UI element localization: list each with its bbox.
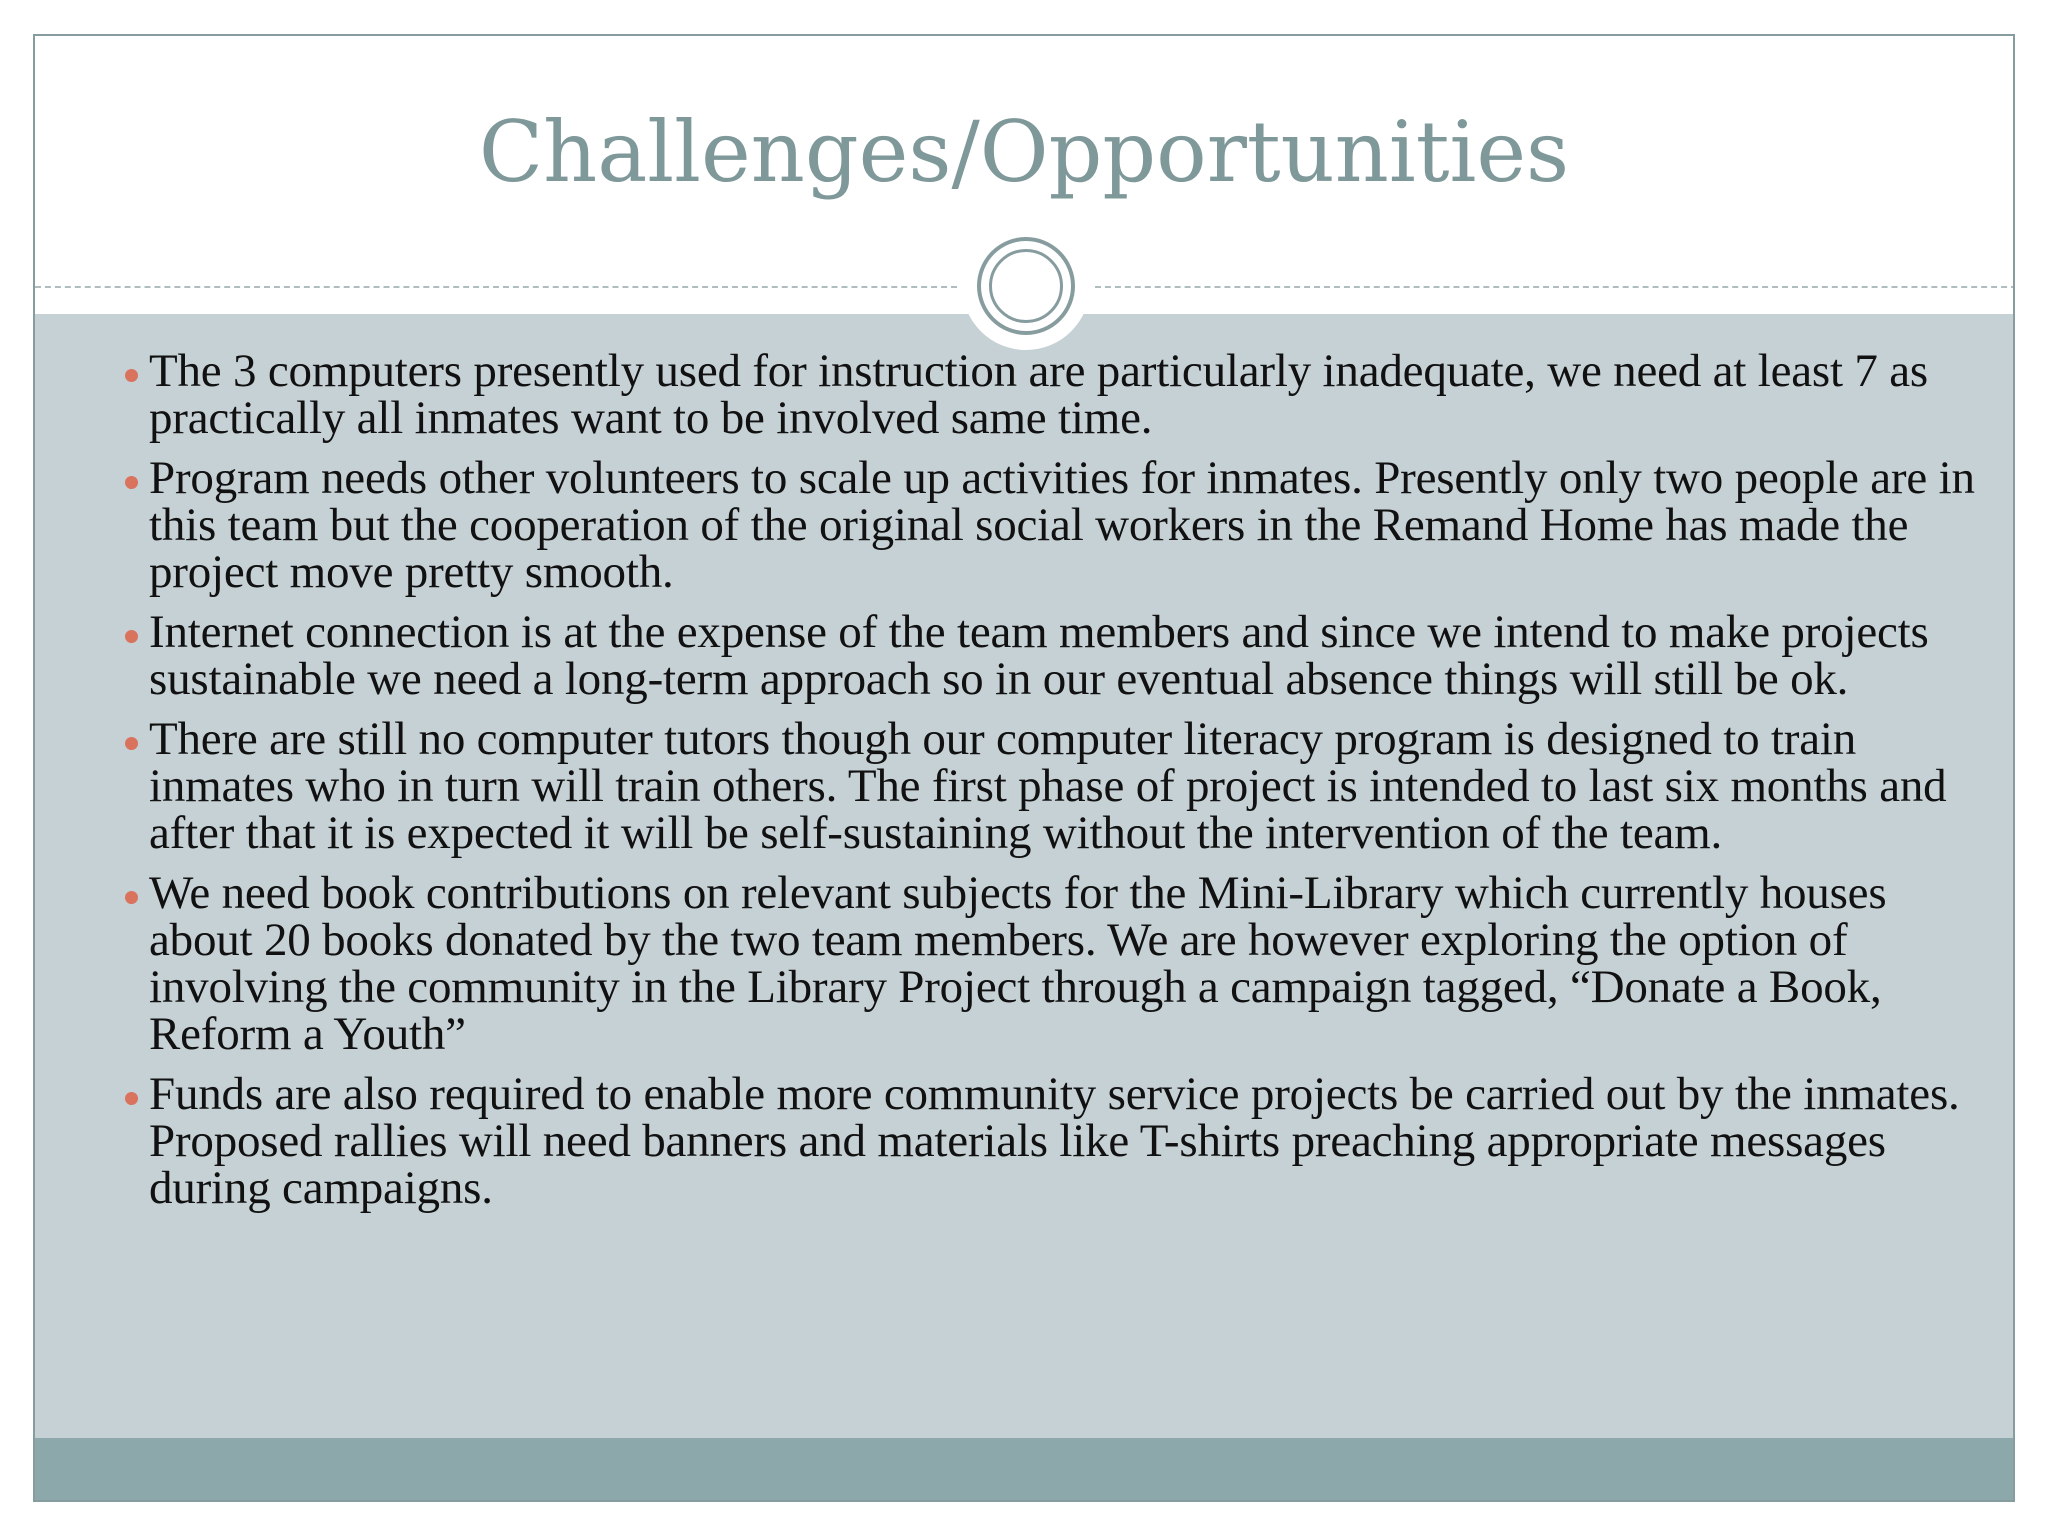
title-divider-left — [35, 286, 957, 288]
circle-ornament-icon — [977, 237, 1075, 335]
bullet-text: We need book contributions on relevant subjects for the Mini-Library which currently houses about 20 books donated by the two team members. We are however exploring the option of involving the community in the Library Project through a campaign tagged, “Donate a Book, Reform a Youth” — [149, 867, 1887, 1060]
bullet-icon — [125, 476, 138, 489]
bullet-text: Internet connection is at the expense of the team members and since we intend to make projects sustainable we need a long-term approach so in our eventual absence things will still be ok. — [149, 606, 1929, 705]
bullet-text: Funds are also required to enable more community service projects be carried out by the inmates. Proposed rallies will need banners and materials like T-shirts preaching appropriate messages during campaigns. — [149, 1068, 1960, 1214]
bullet-list — [149, 345, 1989, 1225]
list-item — [149, 452, 1989, 598]
circle-ornament-inner — [989, 249, 1063, 323]
list-item — [149, 867, 1989, 1060]
slide — [33, 34, 2015, 1502]
bullet-icon — [125, 369, 138, 382]
bullet-text: The 3 computers presently used for instruction are particularly inadequate, we need at least 7 as practically all inmates want to be involved same time. — [149, 345, 1928, 444]
title-divider-right — [1095, 286, 2015, 288]
bullet-icon — [125, 630, 138, 643]
list-item — [149, 345, 1989, 444]
list-item — [149, 606, 1989, 705]
footer-band — [35, 1438, 2013, 1502]
list-item — [149, 713, 1989, 859]
bullet-icon — [125, 737, 138, 750]
bullet-text: Program needs other volunteers to scale up activities for inmates. Presently only two people are in this team but the cooperation of the original social workers in the Remand Home has made the project move pretty smooth. — [149, 452, 1975, 598]
list-item — [149, 1068, 1989, 1214]
slide-title: Challenges/Opportunities — [478, 103, 1570, 201]
bullet-icon — [125, 1092, 138, 1105]
bullet-text: There are still no computer tutors though our computer literacy program is designed to train inmates who in turn will train others. The first phase of project is intended to last six months and after that it is expected it will be self-sustaining without the intervention of the team. — [149, 713, 1947, 859]
bullet-icon — [125, 891, 138, 904]
